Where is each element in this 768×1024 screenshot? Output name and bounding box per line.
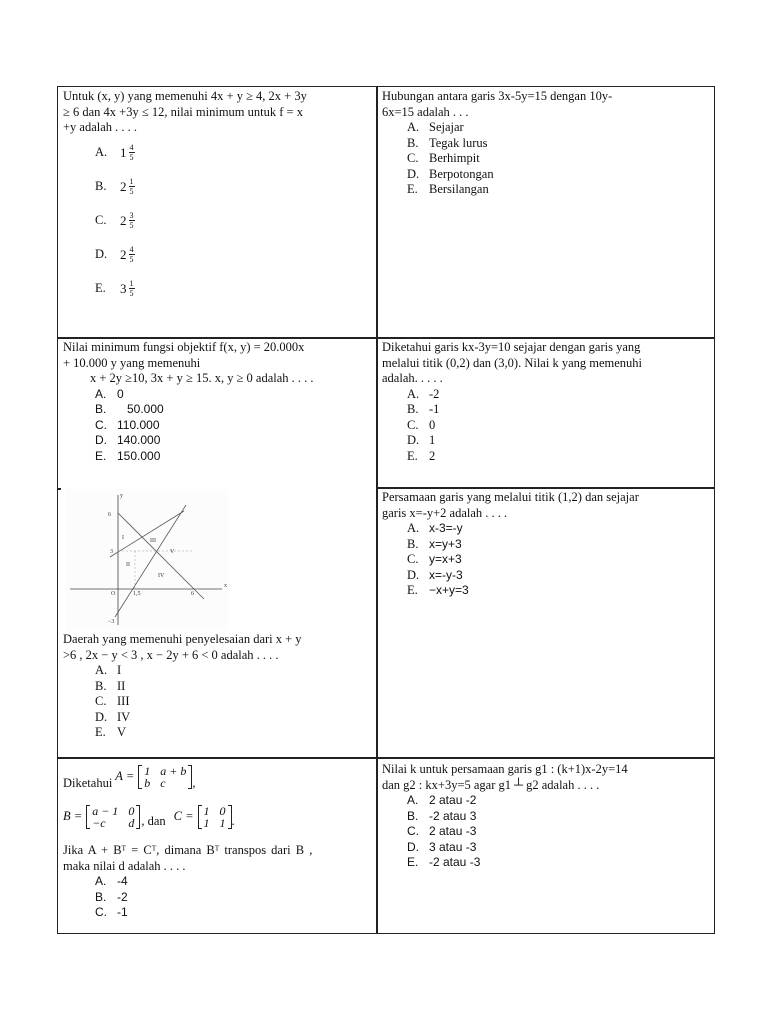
- option-c[interactable]: [407, 151, 712, 167]
- region-graph: [66, 489, 228, 631]
- option-letter: C.: [407, 417, 419, 432]
- option-whole: 2: [120, 212, 127, 228]
- option-text: I: [117, 663, 122, 677]
- option-letter: D.: [95, 433, 107, 447]
- matrix-c-grid: [202, 805, 228, 829]
- matrix-cell: a − 1: [92, 804, 119, 818]
- question-1-stem-line: +y adalah . . . .: [63, 120, 138, 134]
- option-text: 0: [429, 417, 436, 432]
- option-letter: A.: [95, 874, 107, 888]
- option-text: 1: [429, 433, 436, 447]
- option-letter: C.: [95, 212, 107, 227]
- option-text: x=y+3: [429, 536, 462, 551]
- option-whole: 3: [120, 280, 127, 296]
- option-fraction: [129, 279, 135, 298]
- denominator: 5: [129, 289, 134, 298]
- option-e[interactable]: [407, 182, 712, 198]
- option-d[interactable]: [407, 167, 712, 183]
- question-7-stem-line: maka nilai d adalah . . . .: [63, 858, 186, 873]
- matrix-a-grid: [142, 765, 188, 789]
- numerator: 3: [129, 211, 134, 220]
- numerator: 4: [129, 245, 134, 254]
- option-letter: B.: [95, 889, 107, 904]
- option-d[interactable]: [95, 433, 373, 449]
- question-6-options: [407, 521, 712, 599]
- option-e[interactable]: [95, 272, 373, 306]
- option-a[interactable]: [95, 387, 373, 403]
- option-d[interactable]: [407, 568, 712, 584]
- option-text: -2: [117, 889, 128, 904]
- matrix-a-label: A =: [115, 769, 135, 784]
- option-letter: A.: [407, 793, 419, 807]
- region-label: II: [126, 562, 130, 568]
- option-letter: C.: [95, 694, 107, 708]
- matrix-cell: 0: [128, 804, 135, 818]
- option-text: 0: [117, 386, 124, 401]
- option-a[interactable]: [407, 387, 712, 403]
- question-5-options: [95, 663, 375, 741]
- matrix-c: [198, 805, 232, 829]
- question-8-options: [407, 793, 712, 871]
- question-2-options: [407, 120, 712, 198]
- option-letter: D.: [407, 567, 420, 582]
- option-b[interactable]: [95, 402, 373, 418]
- column-divider: [376, 86, 378, 934]
- option-c[interactable]: [95, 694, 375, 710]
- x-axis-label: x: [224, 583, 227, 589]
- option-text: III: [117, 694, 130, 708]
- option-e[interactable]: [95, 725, 375, 741]
- option-letter: D.: [407, 166, 420, 181]
- option-text: -1: [429, 402, 440, 416]
- option-text: 2: [429, 448, 436, 463]
- option-letter: E.: [95, 280, 106, 295]
- matrix-cell: b: [144, 776, 151, 790]
- option-text: Sejajar: [429, 120, 464, 134]
- option-letter: A.: [407, 521, 420, 535]
- option-c[interactable]: [95, 418, 373, 434]
- option-letter: B.: [95, 178, 107, 193]
- option-letter: D.: [95, 246, 108, 261]
- question-1-options: [95, 136, 373, 306]
- option-b[interactable]: [407, 402, 712, 418]
- option-b[interactable]: [95, 679, 375, 695]
- option-a[interactable]: [95, 874, 375, 890]
- row-divider: [57, 337, 715, 339]
- matrix-cell: d: [128, 816, 135, 830]
- option-text: -2: [429, 386, 440, 401]
- option-letter: B.: [407, 536, 419, 551]
- question-2: [382, 89, 712, 198]
- denominator: 5: [129, 255, 134, 264]
- option-text: 3 atau -3: [429, 839, 477, 854]
- option-text: 50.000: [117, 402, 164, 416]
- option-text: y=x+3: [429, 552, 462, 566]
- question-3-stem-line: + 10.000 y yang memenuhi: [63, 355, 201, 370]
- option-d[interactable]: [95, 238, 373, 272]
- option-whole: 2: [120, 178, 127, 194]
- question-4-stem-line: Diketahui garis kx-3y=10 sejajar dengan garis yang: [382, 340, 641, 354]
- matrix-cell: 1: [203, 816, 210, 830]
- question-2-stem-line: 6x=15 adalah . . .: [382, 104, 469, 119]
- option-letter: A.: [407, 120, 420, 134]
- question-6-stem-line: garis x=-y+2 adalah . . . .: [382, 505, 508, 520]
- option-a[interactable]: [95, 663, 375, 679]
- option-text: −x+y=3: [429, 583, 469, 597]
- option-text: Bersilangan: [429, 182, 489, 196]
- matrix-bc-row: [63, 800, 375, 834]
- option-letter: C.: [95, 905, 107, 919]
- matrix-a-row: [63, 760, 375, 794]
- option-letter: D.: [95, 709, 108, 724]
- question-4-stem-line: adalah. . . . .: [382, 371, 443, 385]
- question-5-stem-line: >6 , 2x − y < 3 , x − 2y + 6 < 0 adalah . . . .: [63, 647, 279, 662]
- option-text: II: [117, 678, 126, 693]
- matrix-b: [86, 805, 140, 829]
- option-b[interactable]: [407, 537, 712, 553]
- question-8: [382, 762, 712, 871]
- question-7-stem-line: Jika A + Bᵀ = Cᵀ, dimana Bᵀ transpos dari B ,: [63, 843, 313, 857]
- y-axis-label: y: [120, 493, 123, 499]
- option-letter: D.: [407, 433, 420, 447]
- option-letter: B.: [95, 678, 107, 693]
- option-fraction: [129, 211, 135, 230]
- option-text: 2 atau -3: [429, 824, 477, 838]
- option-d[interactable]: [407, 433, 712, 449]
- option-e[interactable]: [407, 583, 712, 599]
- option-letter: E.: [407, 182, 418, 196]
- question-4-stem-line: melalui titik (0,2) dan (3,0). Nilai k yang memenuhi: [382, 355, 643, 370]
- question-3-stem-line: x + 2y ≥10, 3x + y ≥ 15. x, y ≥ 0 adalah . . . .: [90, 371, 314, 385]
- option-letter: C.: [407, 552, 419, 566]
- region-label: I: [122, 535, 124, 541]
- option-letter: A.: [95, 663, 108, 677]
- option-letter: B.: [407, 808, 419, 823]
- numerator: 1: [129, 177, 134, 186]
- matrix-c-label: C =: [173, 809, 194, 824]
- option-text: Berhimpit: [429, 151, 480, 165]
- option-text: Berpotongan: [429, 166, 494, 181]
- tick-label: 1,5: [133, 591, 141, 597]
- option-b[interactable]: [95, 170, 373, 204]
- option-text: IV: [117, 709, 131, 724]
- question-1-stem-line: Untuk (x, y) yang memenuhi 4x + y ≥ 4, 2x + 3y: [63, 89, 307, 103]
- option-text: 150.000: [117, 448, 161, 463]
- option-a[interactable]: [407, 521, 712, 537]
- option-text: x-3=-y: [429, 521, 463, 535]
- matrix-cell: 1: [144, 764, 151, 778]
- question-5-stem-line: Daerah yang memenuhi penyelesaian dari x + y: [63, 632, 302, 646]
- option-fraction: [129, 143, 135, 162]
- option-whole: 1: [120, 144, 127, 160]
- question-3-options: [95, 387, 373, 465]
- denominator: 5: [129, 187, 134, 196]
- matrix-a: [138, 765, 192, 789]
- region-label: IV: [158, 573, 165, 579]
- option-e[interactable]: [95, 449, 373, 465]
- region-label: V: [170, 549, 175, 555]
- option-e[interactable]: [407, 449, 712, 465]
- option-letter: A.: [95, 386, 107, 401]
- option-b[interactable]: [407, 809, 712, 825]
- line-x-y-6: [118, 513, 204, 599]
- matrix-cell: c: [160, 776, 166, 790]
- option-a[interactable]: [95, 136, 373, 170]
- matrix-cell: a + b: [160, 764, 187, 778]
- denominator: 5: [129, 153, 134, 162]
- question-6-stem-line: Persamaan garis yang melalui titik (1,2) dan sejajar: [382, 490, 639, 504]
- option-c[interactable]: [95, 204, 373, 238]
- option-letter: B.: [95, 402, 107, 416]
- option-text: 110.000: [117, 417, 160, 432]
- option-whole: 2: [120, 246, 127, 262]
- region-label: III: [150, 538, 156, 544]
- option-c[interactable]: [407, 418, 712, 434]
- question-1-stem-line: ≥ 6 dan 4x +3y ≤ 12, nilai minimum untuk f = x: [63, 104, 303, 119]
- option-letter: B.: [407, 135, 419, 150]
- option-letter: C.: [95, 417, 107, 432]
- matrix-cell: 1: [219, 816, 226, 830]
- matrix-b-label: B =: [63, 809, 83, 824]
- question-8-stem-line: Nilai k untuk persamaan garis g1 : (k+1)x-2y=14: [382, 762, 628, 776]
- option-letter: E.: [95, 725, 106, 739]
- option-text: -1: [117, 905, 128, 919]
- matrix-b-grid: [90, 805, 136, 829]
- option-letter: E.: [407, 855, 419, 869]
- question-3-stem-line: Nilai minimum fungsi objektif f(x, y) = 20.000x: [63, 340, 305, 354]
- origin-label: O: [111, 591, 116, 597]
- option-letter: E.: [407, 583, 418, 597]
- option-letter: D.: [407, 839, 419, 854]
- matrix-b-suffix: , dan: [141, 814, 166, 829]
- option-text: -2 atau -3: [429, 855, 481, 869]
- option-text: 140.000: [117, 433, 161, 447]
- tick-label: 6: [191, 591, 194, 597]
- region-graph-svg: [66, 489, 228, 631]
- question-5: [63, 632, 375, 741]
- tick-label: 3: [110, 549, 113, 555]
- matrix-c-suffix: .: [231, 814, 235, 829]
- question-2-stem-line: Hubungan antara garis 3x-5y=15 dengan 10y-: [382, 89, 613, 103]
- option-c[interactable]: [407, 552, 712, 568]
- option-d[interactable]: [95, 710, 375, 726]
- option-c[interactable]: [95, 905, 375, 921]
- option-b[interactable]: [407, 136, 712, 152]
- matrix-cell: 1: [203, 804, 210, 818]
- option-b[interactable]: [95, 890, 375, 906]
- question-8-stem-line: dan g2 : kx+3y=5 agar g1 ┴ g2 adalah . . . .: [382, 777, 600, 792]
- question-4: [382, 340, 712, 464]
- option-a[interactable]: [407, 120, 712, 136]
- intro-text: Diketahui: [63, 776, 113, 791]
- question-1: [63, 89, 373, 306]
- option-letter: A.: [95, 144, 108, 159]
- option-fraction: [129, 177, 135, 196]
- matrix-cell: −c: [92, 816, 106, 830]
- option-letter: A.: [407, 386, 420, 401]
- row-divider: [57, 757, 715, 759]
- option-c[interactable]: [407, 824, 712, 840]
- numerator: 1: [129, 279, 134, 288]
- question-6: [382, 490, 712, 599]
- option-text: V: [117, 725, 127, 739]
- option-letter: B.: [407, 402, 419, 416]
- line-2x-y-3: [115, 505, 186, 617]
- matrix-a-suffix: ,: [192, 776, 196, 791]
- option-text: x=-y-3: [429, 567, 463, 582]
- option-letter: C.: [407, 824, 419, 838]
- option-text: 2 atau -2: [429, 793, 477, 807]
- tick-label: 6: [108, 512, 111, 518]
- question-4-options: [407, 387, 712, 465]
- denominator: 5: [129, 221, 134, 230]
- bracket-right: [136, 805, 140, 829]
- matrix-cell: 0: [219, 804, 226, 818]
- option-letter: E.: [95, 448, 107, 463]
- option-text: -2 atau 3: [429, 808, 477, 823]
- option-d[interactable]: [407, 840, 712, 856]
- option-a[interactable]: [407, 793, 712, 809]
- option-letter: E.: [407, 448, 418, 463]
- option-letter: C.: [407, 151, 419, 165]
- question-7-options: [95, 874, 375, 921]
- numerator: 4: [129, 143, 134, 152]
- option-fraction: [129, 245, 135, 264]
- question-7: [63, 760, 375, 921]
- question-3: [63, 340, 373, 464]
- row-divider: [376, 487, 715, 489]
- option-text: -4: [117, 874, 128, 888]
- row-divider-stub: [57, 488, 61, 490]
- option-text: Tegak lurus: [429, 135, 488, 150]
- tick-label: −3: [108, 619, 115, 625]
- option-e[interactable]: [407, 855, 712, 871]
